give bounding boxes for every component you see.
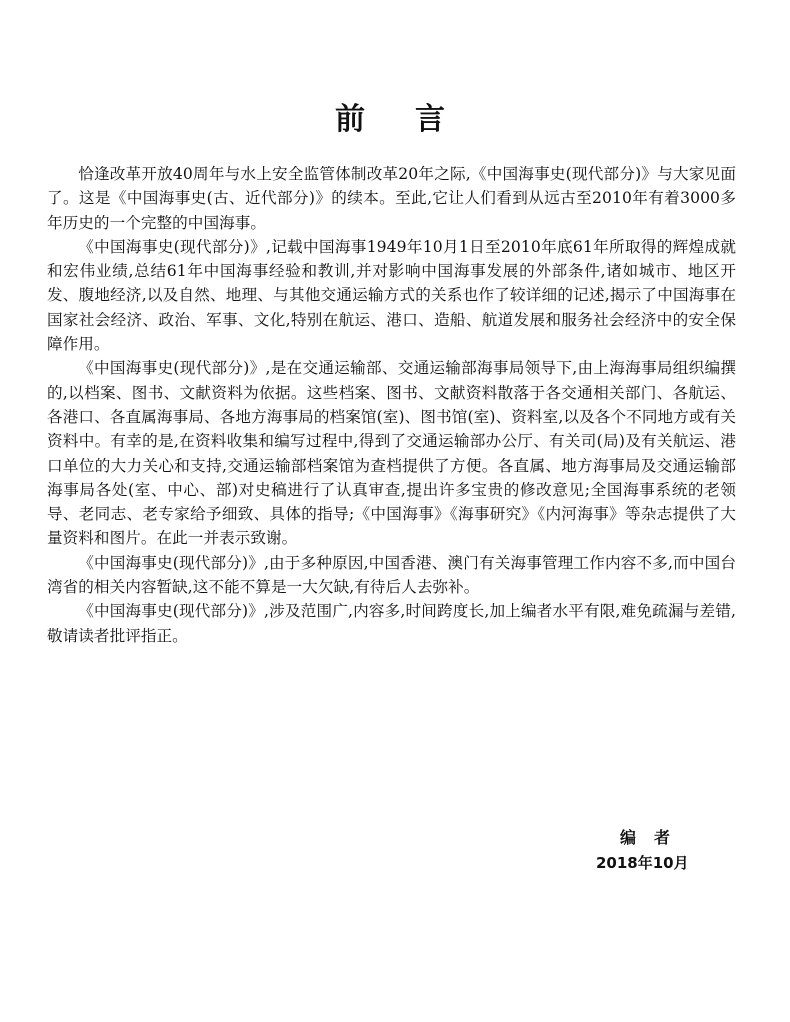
paragraph-2: 《中国海事史(现代部分)》,记载中国海事1949年10月1日至2010年底61年所取得的辉煌成就和宏伟业绩,总结61年中国海事经验和教训,并对影响中国海事发展的外部条件,诸如城市、地区开发、腹地经济,以及自然、地理、与其他交通运输方式的关系也作了较详细的记述,揭示了中国海事在国家社会经济、政治、军事、文化,特别在航运、港口、造船、航道发展和服务社会经济中的安全保障作用。 <box>47 237 736 354</box>
signature-author: 编者 <box>620 828 689 847</box>
signature-date: 2018年10月 <box>596 854 689 872</box>
paragraph-5: 《中国海事史(现代部分)》,涉及范围广,内容多,时间跨度长,加上编者水平有限,难免疏漏与差错,敬请读者批评指正。 <box>47 602 736 645</box>
paragraph-3: 《中国海事史(现代部分)》,是在交通运输部、交通运输部海事局领导下,由上海海事局组织编撰的,以档案、图书、文献资料为依据。这些档案、图书、文献资料散落于各交通相关部门、各航运、各港口、各直属海事局、各地方海事局的档案馆(室)、图书馆(室)、资料室,以及各个不同地方或有关资料中。有幸的是,在资料收集和编写过程中,得到了交通运输部办公厅、有关司(局)及有关航运、港口单位的大力关心和支持,交通运输部档案馆为查档提供了方便。各直属、地方海事局及交通运输部海事局各处(室、中心、部)对史稿进行了认真审查,提出许多宝贵的修改意见;全国海事系统的老领导、老同志、老专家给予细致、具体的指导;《中国海事》《海事研究》《内河海事》等杂志提供了大量资料和图片。在此一并表示致谢。 <box>47 359 736 548</box>
paragraph-4: 《中国海事史(现代部分)》,由于多种原因,中国香港、澳门有关海事管理工作内容不多,而中国台湾省的相关内容暂缺,这不能不算是一大欠缺,有待后人去弥补。 <box>47 553 736 597</box>
page-title: 前言 <box>335 102 495 138</box>
paragraph-1: 恰逢改革开放40周年与水上安全监管体制改革20年之际,《中国海事史(现代部分)》与大家见面了。这是《中国海事史(古、近代部分)》的续本。至此,它让人们看到从远古至2010年有着3000多年历史的一个完整的中国海事。 <box>47 165 736 232</box>
preface-body <box>47 162 736 648</box>
